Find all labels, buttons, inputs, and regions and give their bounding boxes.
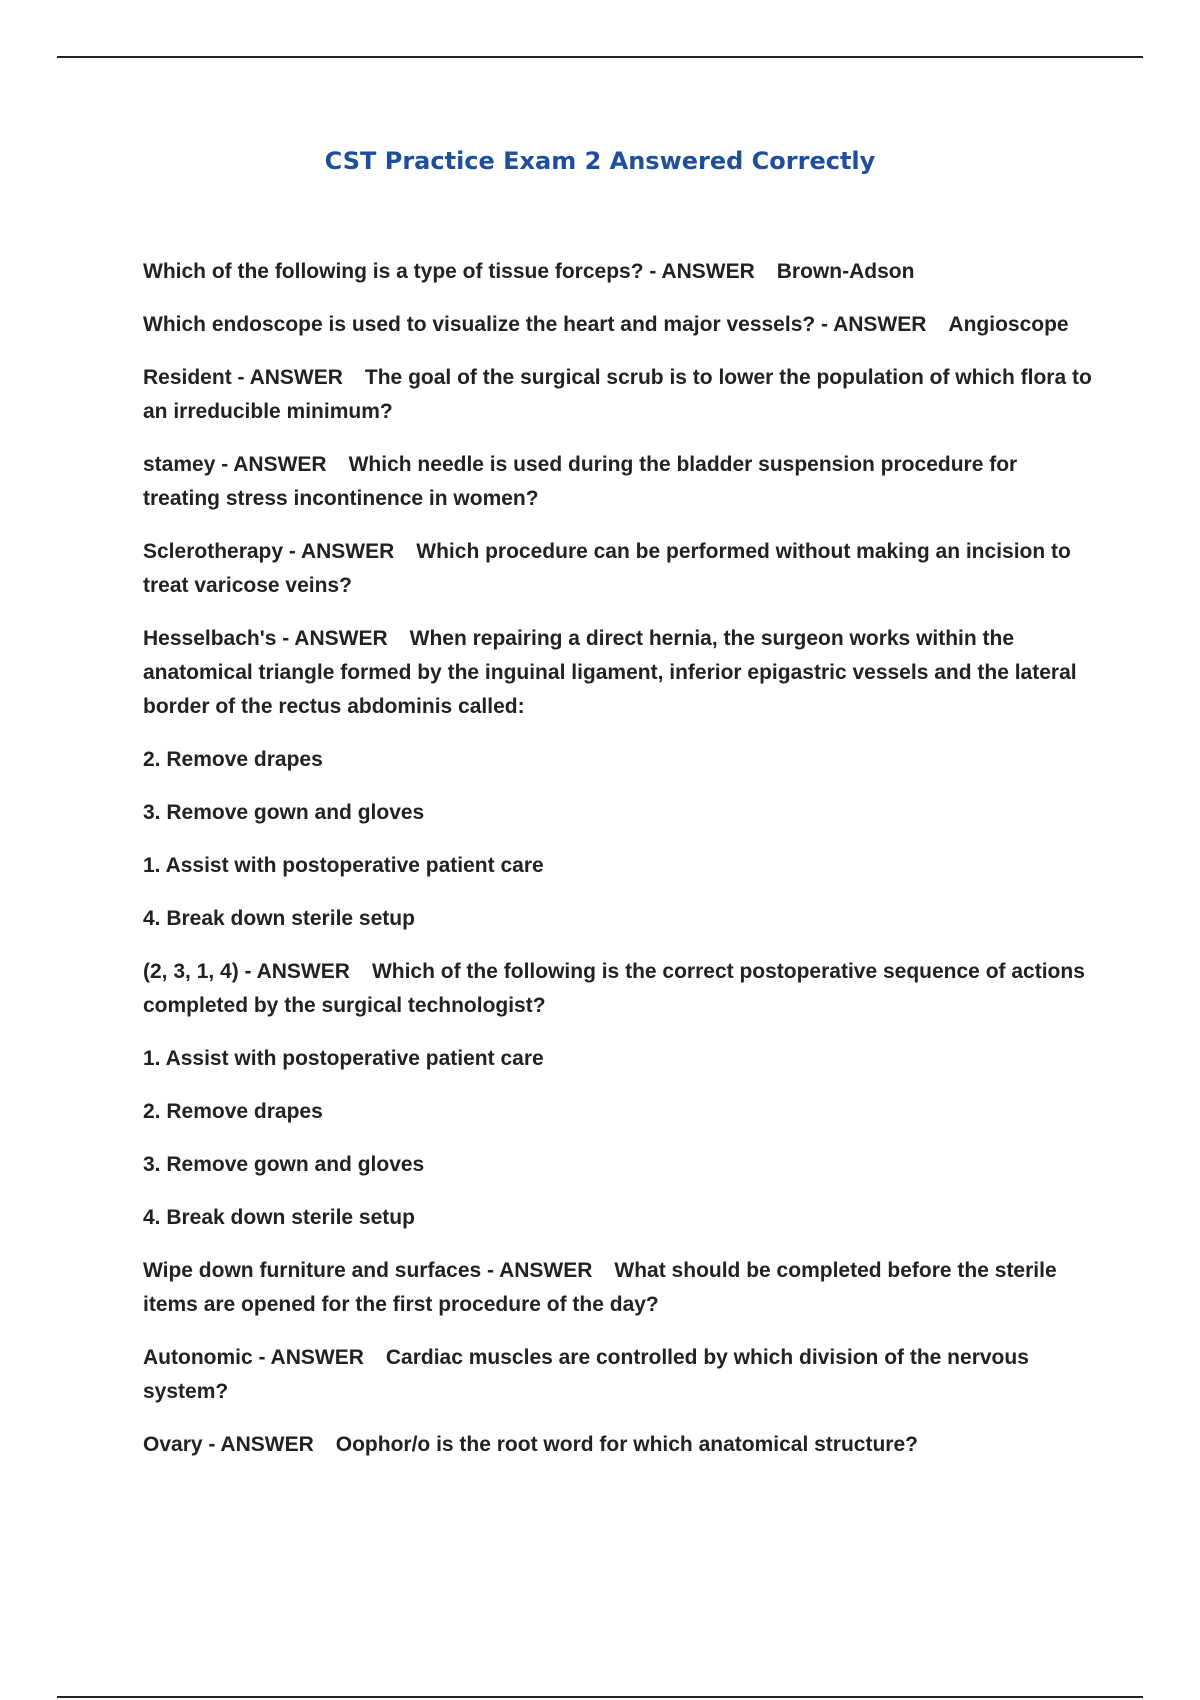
bottom-rule — [57, 1696, 1143, 1698]
list-item-text: 4. Break down sterile setup — [143, 1206, 415, 1229]
list-item — [143, 1042, 1093, 1076]
qa-paragraph — [143, 1254, 1093, 1322]
qa-paragraph — [143, 955, 1093, 1023]
list-item-text: 2. Remove drapes — [143, 748, 323, 771]
list-item — [143, 849, 1093, 883]
qa-lead-text: Resident - ANSWER — [143, 366, 343, 389]
document-title: CST Practice Exam 2 Answered Correctly — [324, 147, 876, 175]
qa-paragraph — [143, 308, 1093, 342]
qa-lead-text: Wipe down furniture and surfaces - ANSWER — [143, 1259, 593, 1282]
list-item — [143, 1148, 1093, 1182]
qa-lead-text: Autonomic - ANSWER — [143, 1346, 364, 1369]
qa-lead-text: Hesselbach's - ANSWER — [143, 627, 388, 650]
list-item — [143, 796, 1093, 830]
qa-trail-text: Cardiac muscles are controlled by which division of the nervous system? — [143, 1346, 1029, 1403]
qa-trail-text: Which of the following is the correct postoperative sequence of actions completed by the surgical technologist? — [143, 960, 1085, 1017]
qa-paragraph — [143, 622, 1093, 724]
qa-paragraph — [143, 535, 1093, 603]
list-item-text: 1. Assist with postoperative patient care — [143, 1047, 544, 1070]
qa-trail-text: Angioscope — [948, 313, 1069, 336]
qa-paragraph — [143, 361, 1093, 429]
list-item-text: 3. Remove gown and gloves — [143, 1153, 425, 1176]
qa-trail-text: Oophor/o is the root word for which anatomical structure? — [335, 1433, 918, 1456]
qa-trail-text: The goal of the surgical scrub is to lower the population of which flora to an irreducible minimum? — [143, 366, 1092, 423]
list-item-text: 1. Assist with postoperative patient care — [143, 854, 544, 877]
qa-paragraph — [143, 1428, 1093, 1462]
qa-paragraph — [143, 255, 1093, 289]
qa-paragraph — [143, 448, 1093, 516]
qa-trail-text: Which procedure can be performed without making an incision to treat varicose veins? — [143, 540, 1071, 597]
qa-content — [143, 255, 1093, 1481]
list-item-text: 2. Remove drapes — [143, 1100, 323, 1123]
qa-lead-text: stamey - ANSWER — [143, 453, 327, 476]
qa-trail-text: Which needle is used during the bladder suspension procedure for treating stress incontinence in women? — [143, 453, 1018, 510]
list-item — [143, 902, 1093, 936]
qa-paragraph — [143, 1341, 1093, 1409]
list-item-text: 4. Break down sterile setup — [143, 907, 415, 930]
qa-lead-text: Which endoscope is used to visualize the heart and major vessels? - ANSWER — [143, 313, 927, 336]
qa-trail-text: When repairing a direct hernia, the surgeon works within the anatomical triangle formed by the inguinal ligament, inferior epigastric vessels and the lateral border of the rectus abdominis called: — [143, 627, 1077, 718]
list-item — [143, 1095, 1093, 1129]
top-rule — [57, 56, 1143, 58]
qa-lead-text: Sclerotherapy - ANSWER — [143, 540, 395, 563]
list-item — [143, 1201, 1093, 1235]
list-item-text: 3. Remove gown and gloves — [143, 801, 425, 824]
qa-lead-text: (2, 3, 1, 4) - ANSWER — [143, 960, 350, 983]
qa-lead-text: Ovary - ANSWER — [143, 1433, 314, 1456]
qa-lead-text: Which of the following is a type of tissue forceps? - ANSWER — [143, 260, 755, 283]
qa-trail-text: What should be completed before the sterile items are opened for the first procedure of the day? — [143, 1259, 1057, 1316]
list-item — [143, 743, 1093, 777]
qa-trail-text: Brown-Adson — [776, 260, 915, 283]
